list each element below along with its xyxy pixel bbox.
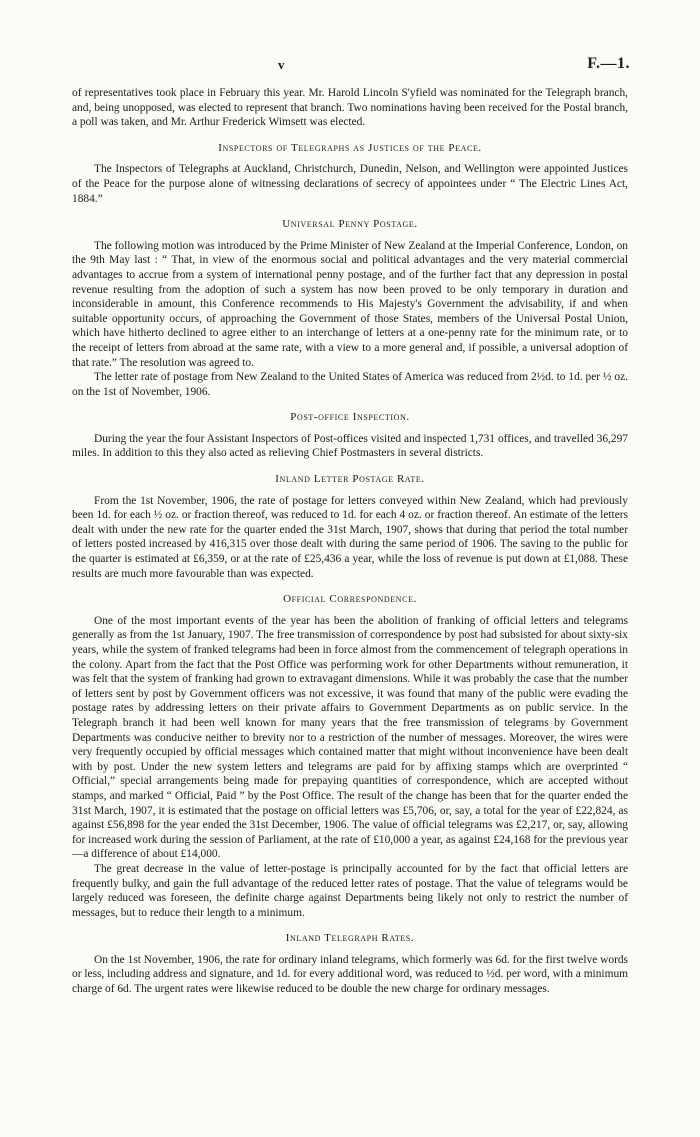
heading-official-correspondence: Official Correspondence. <box>283 593 417 606</box>
page-number: F.—1. <box>587 55 630 72</box>
heading-inland-letter-postage-rate: Inland Letter Postage Rate. <box>275 473 425 486</box>
heading-inspectors-justices: Inspectors of Telegraphs as Justices of the Peace. <box>218 141 482 154</box>
paragraph: The following motion was introduced by the Prime Minister of New Zealand at the Imperial Conference, London, on the 9th May last : “ That, in view of the enormous social and political advantages and the very material commercial advantages to accrue from a system of international penny postage, and of the further fact that any depression in postal revenue resulting from the adoption of such a system has now been proved to be only temporary in duration and inconsiderable in amount, this Conference recommends to His Majesty's Government the advisability, if and when suitable opportunity occurs, of approaching the Government of those States, members of the Universal Postal Union, which have hitherto declined to agree either to an interchange of letters at a one-penny rate for the minimum rate, or to the receipt of letters from abroad at the same rate, with a view to a more general and, if possible, a universal adoption of that rate.” The resolution was agreed to. <box>72 239 628 369</box>
paragraph: From the 1st November, 1906, the rate of postage for letters conveyed within New Zealand, which had previously been 1d. for each ½ oz. or fraction thereof, was reduced to 1d. for each 4 oz. or fraction thereof. An estimate of the letters dealt with under the new rate for the quarter ended the 31st March, 1907, shows that during that period the total number of letters posted increased by 416,315 over those dealt with during the same period of 1906. The saving to the public for the quarter is estimated at £6,359, or at the rate of £25,436 a year, while the loss of revenue is put down at £1,088. These results are much more favourable than was expected. <box>72 494 628 580</box>
heading-inland-telegraph-rates: Inland Telegraph Rates. <box>285 932 415 945</box>
paragraph: The Inspectors of Telegraphs at Auckland, Christchurch, Dunedin, Nelson, and Wellington were appointed Justices of the Peace for the purpose alone of witnessing declarations of secrecy of appointees under “ The Electric Lines Act, 1884.” <box>72 163 628 205</box>
paragraph: During the year the four Assistant Inspectors of Post-offices visited and inspected 1,731 offices, and travelled 36,297 miles. In addition to this they also acted as relieving Chief Postmasters in several districts. <box>72 432 628 460</box>
paragraph: One of the most important events of the year has been the abolition of franking of official letters and telegrams generally as from the 1st January, 1907. The free transmission of correspondence by post had subsisted for about sixty-six years, while the system of franked telegrams had been in force almost from the commencement of telegraph operations in the colony. Apart from the fact that the Post Office was performing work for other Departments without remuneration, it was felt that the system of franking had grown to extravagant dimensions. While it was probably the case that the number of letters sent by post by Government officers was not excessive, it was found that many of the public were evading the postage rates by addressing letters on their private affairs to Government Departments as on public service. In the Telegraph branch it had been well known for many years that the free transmission of telegrams by Government Departments was conducive neither to brevity nor to a restriction of the number of messages. Moreover, the wires were very frequently occupied by official messages which contained matter that might without inconvenience have been dealt with by post. Under the new system letters and telegrams are paid for by affixing stamps which are overprinted “ Official,” special arrangements being made for prepaying quantities of correspondence, which are accepted without stamps, and marked “ Official, Paid ” by the Post Office. The result of the change has been that for the quarter ended the 31st March, 1907, it is estimated that the postage on official letters was £5,706, or, say, a total for the year of £22,824, as against £56,898 for the year ended the 31st December, 1906. The value of official telegrams was £2,217, or, say, allowing for increased work during the session of Parliament, at the rate of £10,000 a year, as against £24,168 for the previous year—a difference of about £14,000. <box>72 614 628 861</box>
paragraph: The great decrease in the value of letter-postage is principally accounted for by the fact that official letters are frequently bulky, and gain the full advantage of the reduced letter rates of postage. That the value of telegrams would be largely reduced was foreseen, the definite charge against Departments being likely not only to restrict the number of messages, but to reduce their length to a minimum. <box>72 862 628 919</box>
page-mark: v <box>278 57 285 72</box>
paragraph: The letter rate of postage from New Zealand to the United States of America was reduced from 2½d. to 1d. per ½ oz. on the 1st of November, 1906. <box>72 371 628 398</box>
body-text <box>72 86 628 997</box>
heading-post-office-inspection: Post-office Inspection. <box>290 411 410 424</box>
paragraph-continuation: of representatives took place in February this year. Mr. Harold Lincoln S'yfield was nominated for the Telegraph branch, and, being unopposed, was elected to represent that branch. Two nominations having been received for the Postal branch, a poll was taken, and Mr. Arthur Frederick Wimsett was elected. <box>72 87 628 129</box>
paragraph: On the 1st November, 1906, the rate for ordinary inland telegrams, which formerly was 6d. for the first twelve words or less, including address and signature, and 1d. for every additional word, was reduced to ½d. per word, with a minimum charge of 6d. The urgent rates were likewise reduced to be double the new charge for ordinary messages. <box>72 953 628 996</box>
heading-universal-penny-postage: Universal Penny Postage. <box>282 218 418 231</box>
